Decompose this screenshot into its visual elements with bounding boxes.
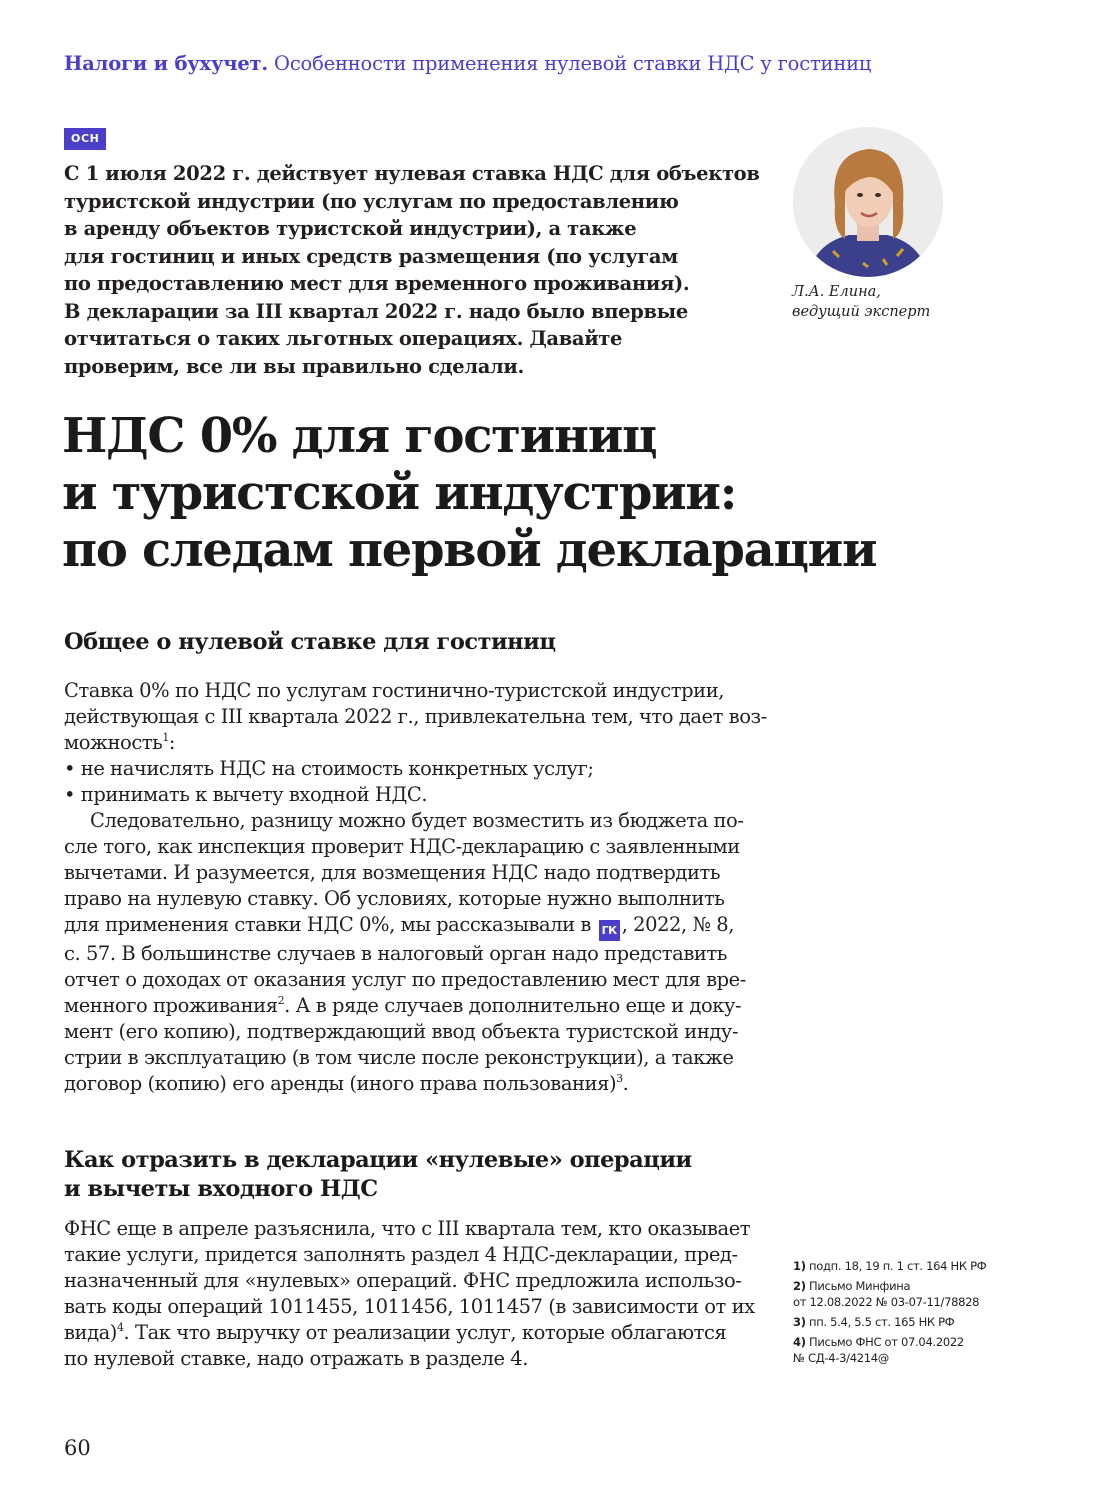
lead-line: для гостиниц и иных средств размещения (по услугам <box>64 244 678 268</box>
text-fragment: . Так что выручку от реализации услуг, которые облагаются <box>123 1321 727 1344</box>
footnote-ref: 3 <box>616 1072 623 1085</box>
page-number: 60 <box>64 1436 91 1460</box>
footnote-number: 2) <box>793 1279 806 1293</box>
text-line: с. 57. В большинстве случаев в налоговый орган надо представить <box>64 942 727 965</box>
section-heading <box>64 628 764 657</box>
lead-line: туристской индустрии (по услугам по предоставлению <box>64 189 679 213</box>
lead-line: в аренду объектов туристской индустрии), а также <box>64 217 637 240</box>
text-line: вать коды операций 1011455, 1011456, 1011457 (в зависимости от их <box>64 1295 755 1318</box>
section-heading-line: Общее о нулевой ставке для гостиниц <box>64 629 556 655</box>
footnote-text: от 12.08.2022 № 03-07-11/78828 <box>793 1295 980 1309</box>
footnote-ref: 4 <box>116 1321 124 1334</box>
text-line <box>64 912 754 941</box>
header-subtitle: Особенности применения нулевой ставки НДС у гостиниц <box>274 52 872 75</box>
title-line: по следам первой декларации <box>62 522 877 578</box>
text-fragment: можность <box>64 731 163 754</box>
text-fragment: менного проживания <box>64 994 278 1017</box>
header-section: Налоги и бухучет. <box>64 52 269 75</box>
gk-journal-logo-icon: ГК <box>599 920 620 941</box>
text-line: Следовательно, разницу можно будет возместить из бюджета по- <box>90 809 744 832</box>
running-header <box>64 52 1044 75</box>
footnote-line <box>793 1314 1063 1330</box>
text-fragment: . <box>622 1072 629 1095</box>
text-fragment: . А в ряде случаев дополнительно еще и доку- <box>284 994 742 1017</box>
text-line: такие услуги, придется заполнять раздел 4 НДС-декларации, пред- <box>64 1243 738 1266</box>
text-line <box>64 1320 754 1346</box>
text-line: отчет о доходах от оказания услуг по предоставлению мест для вре- <box>64 968 746 991</box>
author-role: ведущий эксперт <box>792 304 931 320</box>
lead-line: по предоставлению мест для временного проживания). <box>64 272 690 295</box>
footnote-line <box>793 1334 1063 1350</box>
section-heading-line: и вычеты входного НДС <box>64 1176 378 1202</box>
bullet-item: • принимать к вычету входной НДС. <box>64 783 428 806</box>
text-fragment: договор (копию) его аренды (иного права пользования) <box>64 1072 617 1095</box>
tax-regime-tag: ОСН <box>64 128 106 150</box>
footnote-number: 1) <box>793 1259 806 1273</box>
lead-line: В декларации за III квартал 2022 г. надо было впервые <box>64 299 688 323</box>
text-line <box>64 1071 754 1097</box>
text-line <box>64 993 754 1019</box>
text-fragment: : <box>168 731 175 754</box>
author-photo <box>793 127 943 277</box>
footnote-text: пп. 5.4, 5.5 ст. 165 НК РФ <box>809 1315 955 1329</box>
text-line: вычетами. И разумеется, для возмещения НДС надо подтвердить <box>64 861 721 884</box>
text-fragment: , 2022, № 8, <box>621 913 734 936</box>
section-heading-line: Как отразить в декларации «нулевые» операции <box>64 1147 692 1173</box>
footnotes <box>793 1258 1063 1370</box>
footnote-text: Письмо ФНС от 07.04.2022 <box>809 1335 964 1349</box>
lead-line: проверим, все ли вы правильно сделали. <box>64 354 524 378</box>
text-line: право на нулевую ставку. Об условиях, которые нужно выполнить <box>64 887 725 910</box>
footnote <box>793 1334 1063 1366</box>
footnote-text: Письмо Минфина <box>809 1279 911 1293</box>
footnote <box>793 1278 1063 1310</box>
footnote-line <box>793 1258 1063 1274</box>
text-line: ФНС еще в апреле разъяснила, что с III квартала тем, кто оказывает <box>64 1217 751 1240</box>
footnote <box>793 1258 1063 1274</box>
footnote <box>793 1314 1063 1330</box>
footnote-text: № СД-4-3/4214@ <box>793 1351 890 1365</box>
article-title <box>62 408 962 579</box>
text-line: Ставка 0% по НДС по услугам гостинично-туристской индустрии, <box>64 679 724 702</box>
bullet-item: • не начислять НДС на стоимость конкретных услуг; <box>64 757 594 780</box>
footnote-number: 4) <box>793 1335 806 1349</box>
text-line: стрии в эксплуатацию (в том числе после реконструкции), а также <box>64 1046 734 1069</box>
footnote-number: 3) <box>793 1315 806 1329</box>
text-line <box>64 730 754 756</box>
text-fragment: вида) <box>64 1321 117 1344</box>
text-fragment: для применения ставки НДС 0%, мы рассказывали в <box>64 913 591 936</box>
text-line: мент (его копию), подтверждающий ввод объекта туристской инду- <box>64 1020 739 1043</box>
text-line: по нулевой ставке, надо отражать в разделе 4. <box>64 1347 529 1370</box>
text-line: назначенный для «нулевых» операций. ФНС предложила использо- <box>64 1269 742 1292</box>
footnote-ref: 2 <box>277 994 285 1007</box>
title-line: НДС 0% для гостиниц <box>62 408 657 464</box>
author-name: Л.А. Елина, <box>792 284 881 300</box>
author-portrait-icon <box>793 127 943 277</box>
section-heading <box>64 1146 764 1204</box>
lead-line: С 1 июля 2022 г. действует нулевая ставка НДС для объектов <box>64 162 760 185</box>
footnote-line <box>793 1278 1063 1294</box>
section1-body <box>64 678 767 1097</box>
text-line: действующая с III квартала 2022 г., привлекательна тем, что дает воз- <box>64 705 767 728</box>
section2-body <box>64 1216 754 1372</box>
footnote-text: подп. 18, 19 п. 1 ст. 164 НК РФ <box>809 1259 987 1273</box>
footnote-ref: 1 <box>162 731 169 744</box>
author-caption <box>792 282 992 322</box>
lead-line: отчитаться о таких льготных операциях. Давайте <box>64 327 623 350</box>
title-line: и туристской индустрии: <box>62 465 737 521</box>
lead-paragraph <box>64 160 760 380</box>
text-line: сле того, как инспекция проверит НДС-декларацию с заявленными <box>64 835 740 858</box>
